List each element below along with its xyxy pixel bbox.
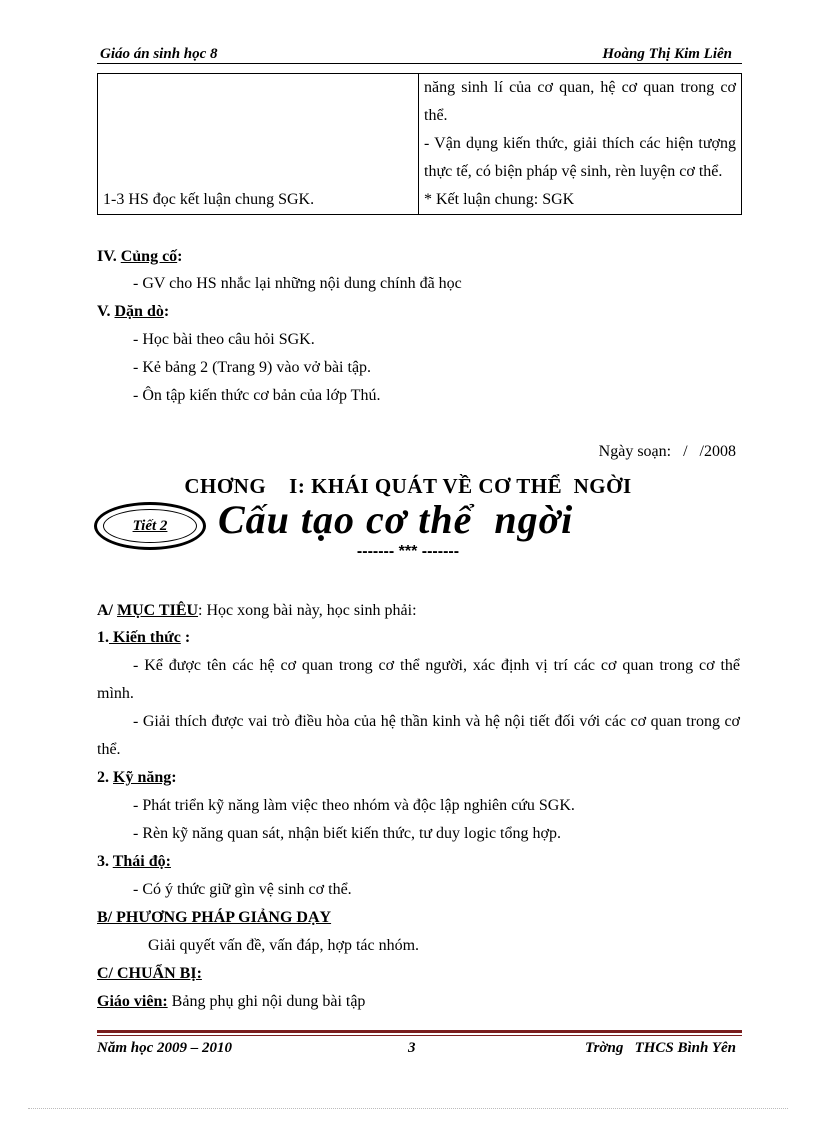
list-item: - Kẻ bảng 2 (Trang 9) vào vở bài tập.: [133, 359, 372, 376]
attitude-heading: 3. Thái độ:: [97, 853, 171, 870]
list-item: - Có ý thức giữ gìn vệ sinh cơ thể.: [133, 881, 352, 898]
page-bottom-dotted-rule: [28, 1108, 788, 1109]
footer-school: Trờng THCS Bình Yên: [584, 1040, 736, 1056]
section-v-heading: V. Dặn dò:: [97, 303, 170, 320]
footer-divider: [97, 1030, 742, 1033]
list-item: - Phát triển kỹ năng làm việc theo nhóm và độc lập nghiên cứu SGK.: [133, 797, 575, 814]
page-number: 3: [408, 1040, 416, 1056]
lesson-badge-label: Tiết 2: [103, 509, 197, 543]
header-right: Hoàng Thị Kim Liên: [602, 46, 732, 62]
section-b-text: Giải quyết vấn đề, vấn đáp, hợp tác nhóm.: [148, 937, 420, 954]
table-right-line: * Kết luận chung: SGK: [424, 191, 575, 208]
list-item: - Rèn kỹ năng quan sát, nhận biết kiến thức, tư duy logic tổng hợp.: [133, 825, 561, 842]
header-left: Giáo án sinh học 8: [100, 46, 218, 62]
lesson-title: Cấu tạo cơ thể ngời: [218, 497, 574, 542]
section-iv-heading: IV. Củng cố:: [97, 248, 183, 265]
table-cell-right: [419, 74, 742, 215]
skills-heading: 2. Kỹ năng:: [97, 769, 177, 786]
knowledge-paragraph: - Giải thích được vai trò điều hòa của hệ thần kinh và hệ nội tiết đối với các cơ quan trong cơ thể.: [97, 713, 740, 758]
footer-school-year: Năm học 2009 – 2010: [97, 1040, 232, 1056]
knowledge-heading: 1. Kiến thức :: [97, 629, 191, 646]
activity-table: [97, 73, 742, 215]
list-item: - Học bài theo câu hỏi SGK.: [133, 331, 315, 348]
footer-divider-thin: [97, 1035, 742, 1036]
chapter-title: CHƠNG I: KHÁI QUÁT VỀ CƠ THỂ NGỜI: [184, 474, 632, 498]
teacher-line: Giáo viên: Bảng phụ ghi nội dung bài tập: [97, 993, 366, 1010]
section-c-heading: C/ CHUẨN BỊ:: [97, 965, 202, 982]
knowledge-paragraph: - Kể được tên các hệ cơ quan trong cơ thể người, xác định vị trí các cơ quan trong cơ thể mình.: [97, 657, 740, 702]
section-b-heading: B/ PHƯƠNG PHÁP GIẢNG DẠY: [97, 909, 332, 926]
table-right-line: - Vận dụng kiến thức, giải thích các hiện tượng thực tế, có biện pháp vệ sinh, rèn luyện cơ thể.: [424, 135, 736, 180]
section-a-heading: A/ MỤC TIÊU: Học xong bài này, học sinh phải:: [97, 602, 417, 619]
list-item: - GV cho HS nhắc lại những nội dung chính đã học: [133, 275, 462, 292]
table-right-line: năng sinh lí của cơ quan, hệ cơ quan trong cơ thể.: [424, 79, 736, 124]
header-divider: [97, 63, 742, 64]
date-prepared: Ngày soạn: / /2008: [598, 443, 736, 460]
table-row: [98, 74, 742, 215]
list-item: - Ôn tập kiến thức cơ bản của lớp Thú.: [133, 387, 381, 404]
separator-stars: ------- *** -------: [356, 543, 460, 560]
table-cell-left: 1-3 HS đọc kết luận chung SGK.: [98, 74, 419, 215]
